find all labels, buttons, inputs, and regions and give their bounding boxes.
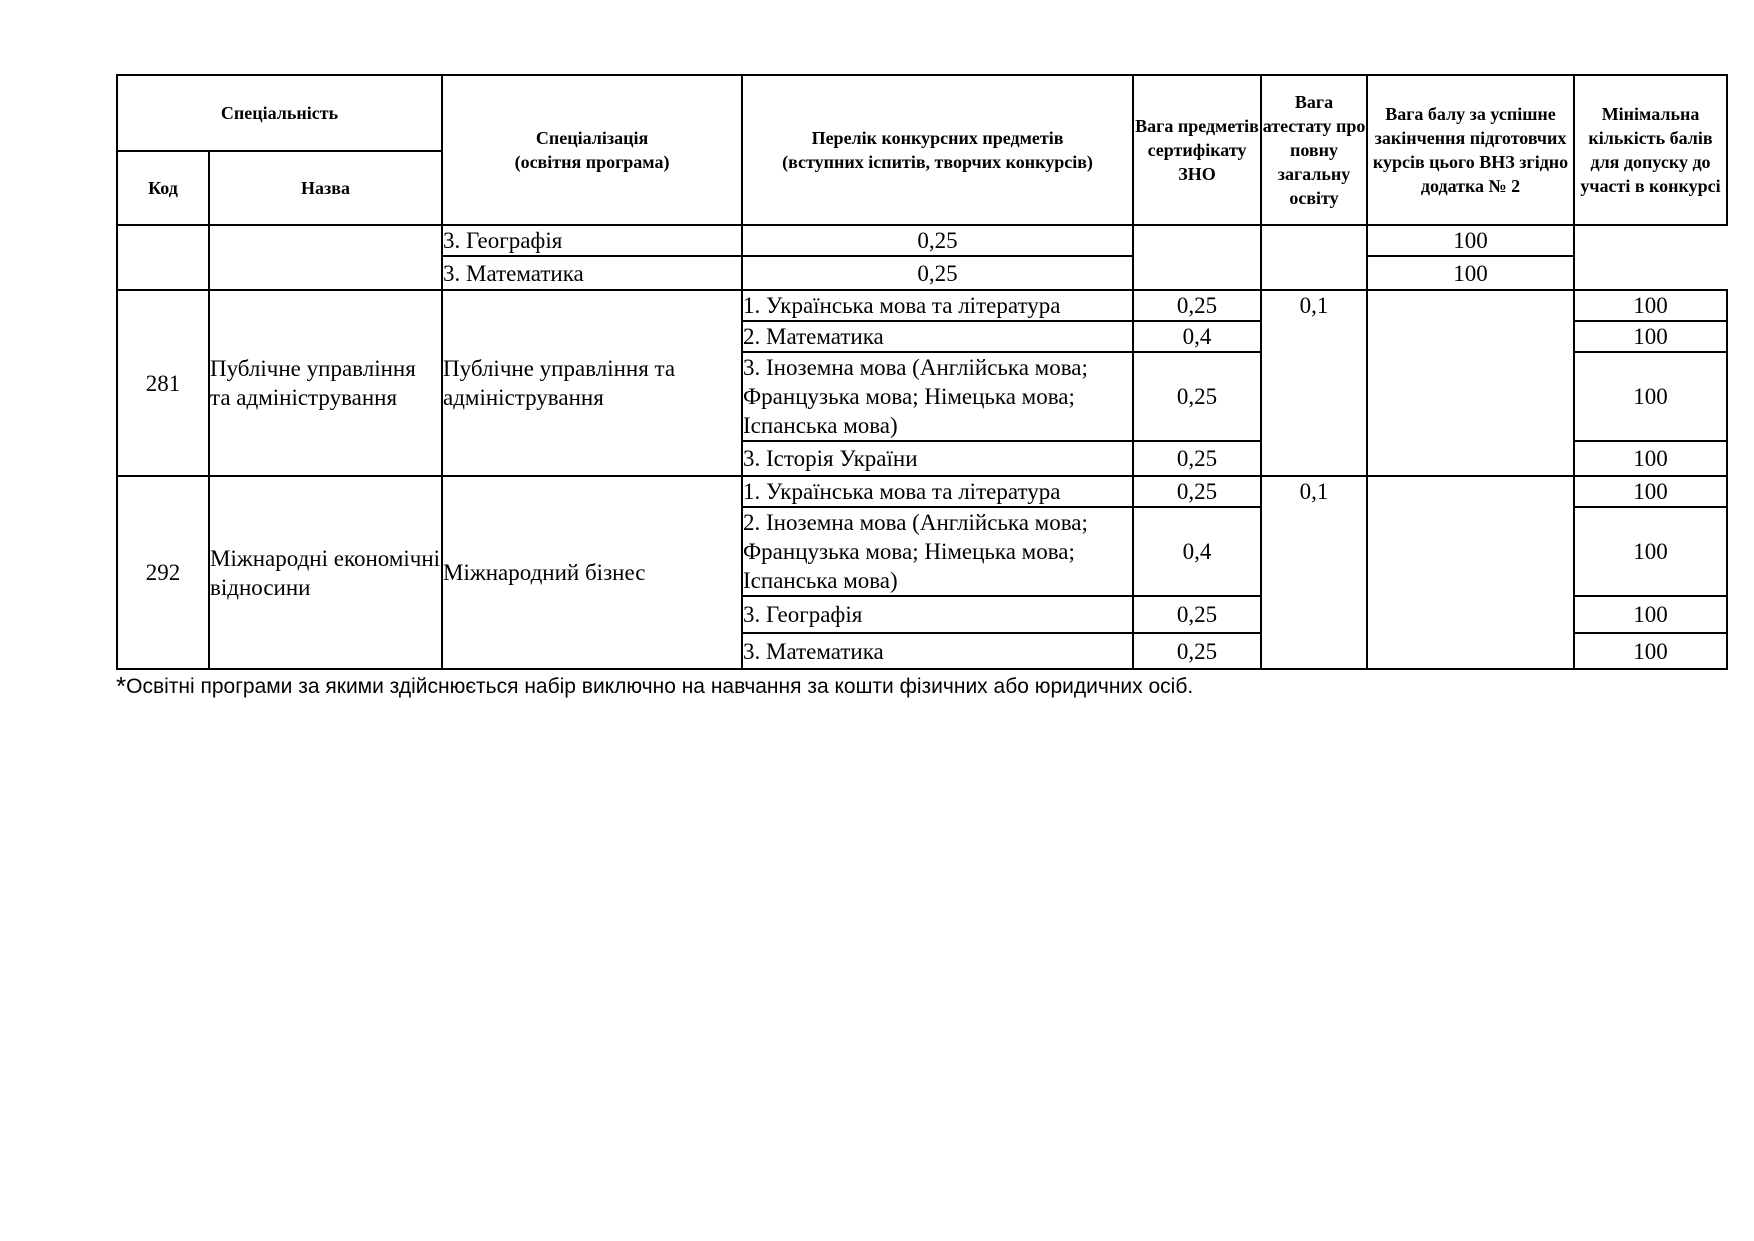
- min-score-cell: 100: [1574, 596, 1727, 633]
- subject-cell: 3. Географія: [742, 596, 1133, 633]
- table-row: [117, 290, 1727, 321]
- weight-cell: 0,25: [1133, 441, 1261, 476]
- subject-cell: 3. Географія: [442, 225, 742, 256]
- specialty-name: Міжнародні економічні відносини: [209, 476, 442, 669]
- min-score-cell: 100: [1574, 352, 1727, 441]
- courses-cell-empty: [1367, 290, 1574, 476]
- table-row: [117, 476, 1727, 507]
- subject-cell: 3. Історія України: [742, 441, 1133, 476]
- subject-cell: 3. Іноземна мова (Англійська мова; Французька мова; Німецька мова; Іспанська мова): [742, 352, 1133, 441]
- document-page: [116, 74, 1726, 701]
- subject-cell: 3. Математика: [442, 256, 742, 290]
- header-weight-certificate: Вага атестату про повну загальну освіту: [1261, 75, 1367, 225]
- header-weight-courses: Вага балу за успішне закінчення підготовчих курсів цього ВНЗ згідно додатка № 2: [1367, 75, 1574, 225]
- specialty-code: 292: [117, 476, 209, 669]
- specialization-name: Міжнародний бізнес: [442, 476, 742, 669]
- subject-cell: 1. Українська мова та література: [742, 476, 1133, 507]
- weight-cell: 0,25: [1133, 596, 1261, 633]
- header-weight-zno: Вага предметів сертифікату ЗНО: [1133, 75, 1261, 225]
- specialization-name: Публічне управління та адміністрування: [442, 290, 742, 476]
- header-min-score: Мінімальна кількість балів для допуску до участі в конкурсі: [1574, 75, 1727, 225]
- subject-cell: 1. Українська мова та література: [742, 290, 1133, 321]
- weight-cell: 0,25: [742, 225, 1133, 256]
- min-score-cell: 100: [1574, 507, 1727, 596]
- min-score-cell: 100: [1367, 256, 1574, 290]
- weight-cell: 0,25: [742, 256, 1133, 290]
- header-specialization: Спеціалізація (освітня програма): [442, 75, 742, 225]
- weight-cell: 0,25: [1133, 352, 1261, 441]
- weight-cell: 0,4: [1133, 321, 1261, 352]
- header-specialty: Спеціальність: [117, 75, 442, 151]
- certificate-cell-empty: [1133, 225, 1261, 290]
- min-score-cell: 100: [1367, 225, 1574, 256]
- courses-cell-empty: [1261, 225, 1367, 290]
- name-cell-empty: [209, 225, 442, 290]
- certificate-weight: 0,1: [1261, 290, 1367, 476]
- weight-cell: 0,25: [1133, 290, 1261, 321]
- min-score-cell: 100: [1574, 476, 1727, 507]
- subject-cell: 3. Математика: [742, 633, 1133, 669]
- specialty-name: Публічне управління та адміністрування: [209, 290, 442, 476]
- weight-cell: 0,25: [1133, 476, 1261, 507]
- footnote: [116, 672, 1726, 701]
- weight-cell: 0,25: [1133, 633, 1261, 669]
- header-code: Код: [117, 151, 209, 225]
- header-name: Назва: [209, 151, 442, 225]
- certificate-weight: 0,1: [1261, 476, 1367, 669]
- specialty-code: 281: [117, 290, 209, 476]
- min-score-cell: 100: [1574, 290, 1727, 321]
- weight-cell: 0,4: [1133, 507, 1261, 596]
- subject-cell: 2. Іноземна мова (Англійська мова; Французька мова; Німецька мова; Іспанська мова): [742, 507, 1133, 596]
- footnote-marker: *: [116, 671, 127, 701]
- header-subjects: Перелік конкурсних предметів (вступних іспитів, творчих конкурсів): [742, 75, 1133, 225]
- footnote-text: Освітні програми за якими здійснюється набір виключно на навчання за кошти фізичних або юридичних осіб.: [126, 675, 1194, 698]
- min-score-cell: 100: [1574, 441, 1727, 476]
- subject-cell: 2. Математика: [742, 321, 1133, 352]
- table-row: [117, 225, 1727, 256]
- code-cell-empty: [117, 225, 209, 290]
- min-score-cell: 100: [1574, 321, 1727, 352]
- min-score-cell: 100: [1574, 633, 1727, 669]
- courses-cell-empty: [1367, 476, 1574, 669]
- admission-table: [116, 74, 1728, 670]
